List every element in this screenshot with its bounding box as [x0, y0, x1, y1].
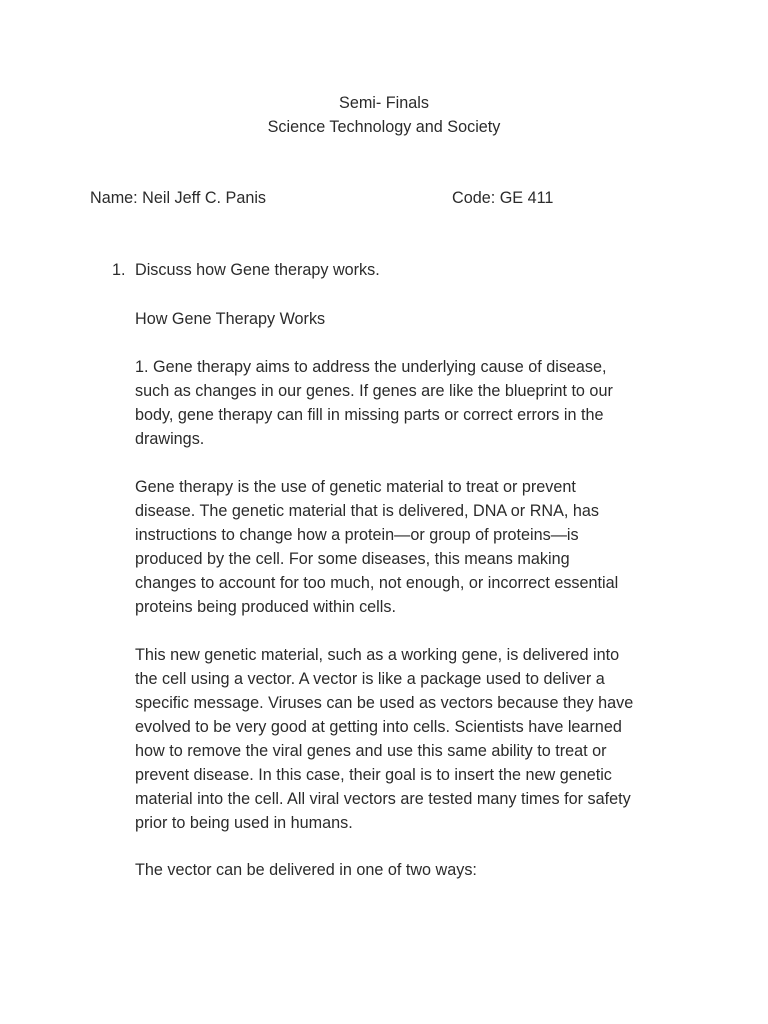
paragraph-line: body, gene therapy can fill in missing parts or correct errors in the	[135, 406, 604, 424]
paragraph-line: the cell using a vector. A vector is like a package used to deliver a	[135, 670, 605, 688]
paragraph-line: The vector can be delivered in one of two ways:	[135, 861, 477, 879]
paragraph-line: specific message. Viruses can be used as vectors because they have	[135, 694, 634, 712]
course-code: Code: GE 411	[452, 189, 554, 207]
paragraph-line: proteins being produced within cells.	[135, 598, 396, 616]
paragraph-line: how to remove the viral genes and use this same ability to treat or	[135, 742, 607, 760]
paragraph-line: Gene therapy is the use of genetic material to treat or prevent	[135, 478, 576, 496]
paragraph	[135, 355, 695, 451]
paragraph-line: evolved to be very good at getting into cells. Scientists have learned	[135, 718, 622, 736]
question-number: 1.	[112, 261, 126, 279]
student-name: Name: Neil Jeff C. Panis	[90, 189, 267, 207]
question-text: Discuss how Gene therapy works.	[135, 261, 380, 279]
paragraph	[135, 858, 695, 882]
paragraph-line: 1. Gene therapy aims to address the underlying cause of disease,	[135, 358, 607, 376]
document-title: Semi- Finals	[339, 94, 429, 112]
paragraph-line: prior to being used in humans.	[135, 814, 353, 832]
paragraph-line: material into the cell. All viral vectors are tested many times for safety	[135, 790, 631, 808]
course-title: Science Technology and Society	[267, 118, 501, 136]
paragraph-line: disease. The genetic material that is delivered, DNA or RNA, has	[135, 502, 599, 520]
paragraph	[135, 475, 695, 619]
paragraph-line: This new genetic material, such as a working gene, is delivered into	[135, 646, 620, 664]
paragraph-line: instructions to change how a protein—or group of proteins—is	[135, 526, 579, 544]
section-heading	[135, 307, 695, 331]
section-heading-text: How Gene Therapy Works	[135, 310, 326, 328]
paragraph-line: prevent disease. In this case, their goal is to insert the new genetic	[135, 766, 612, 784]
paragraph-line: such as changes in our genes. If genes are like the blueprint to our	[135, 382, 613, 400]
paragraph-line: changes to account for too much, not enough, or incorrect essential	[135, 574, 619, 592]
paragraph-line: drawings.	[135, 430, 205, 448]
paragraph	[135, 643, 695, 835]
question-item	[112, 258, 380, 282]
paragraph-line: produced by the cell. For some diseases, this means making	[135, 550, 570, 568]
